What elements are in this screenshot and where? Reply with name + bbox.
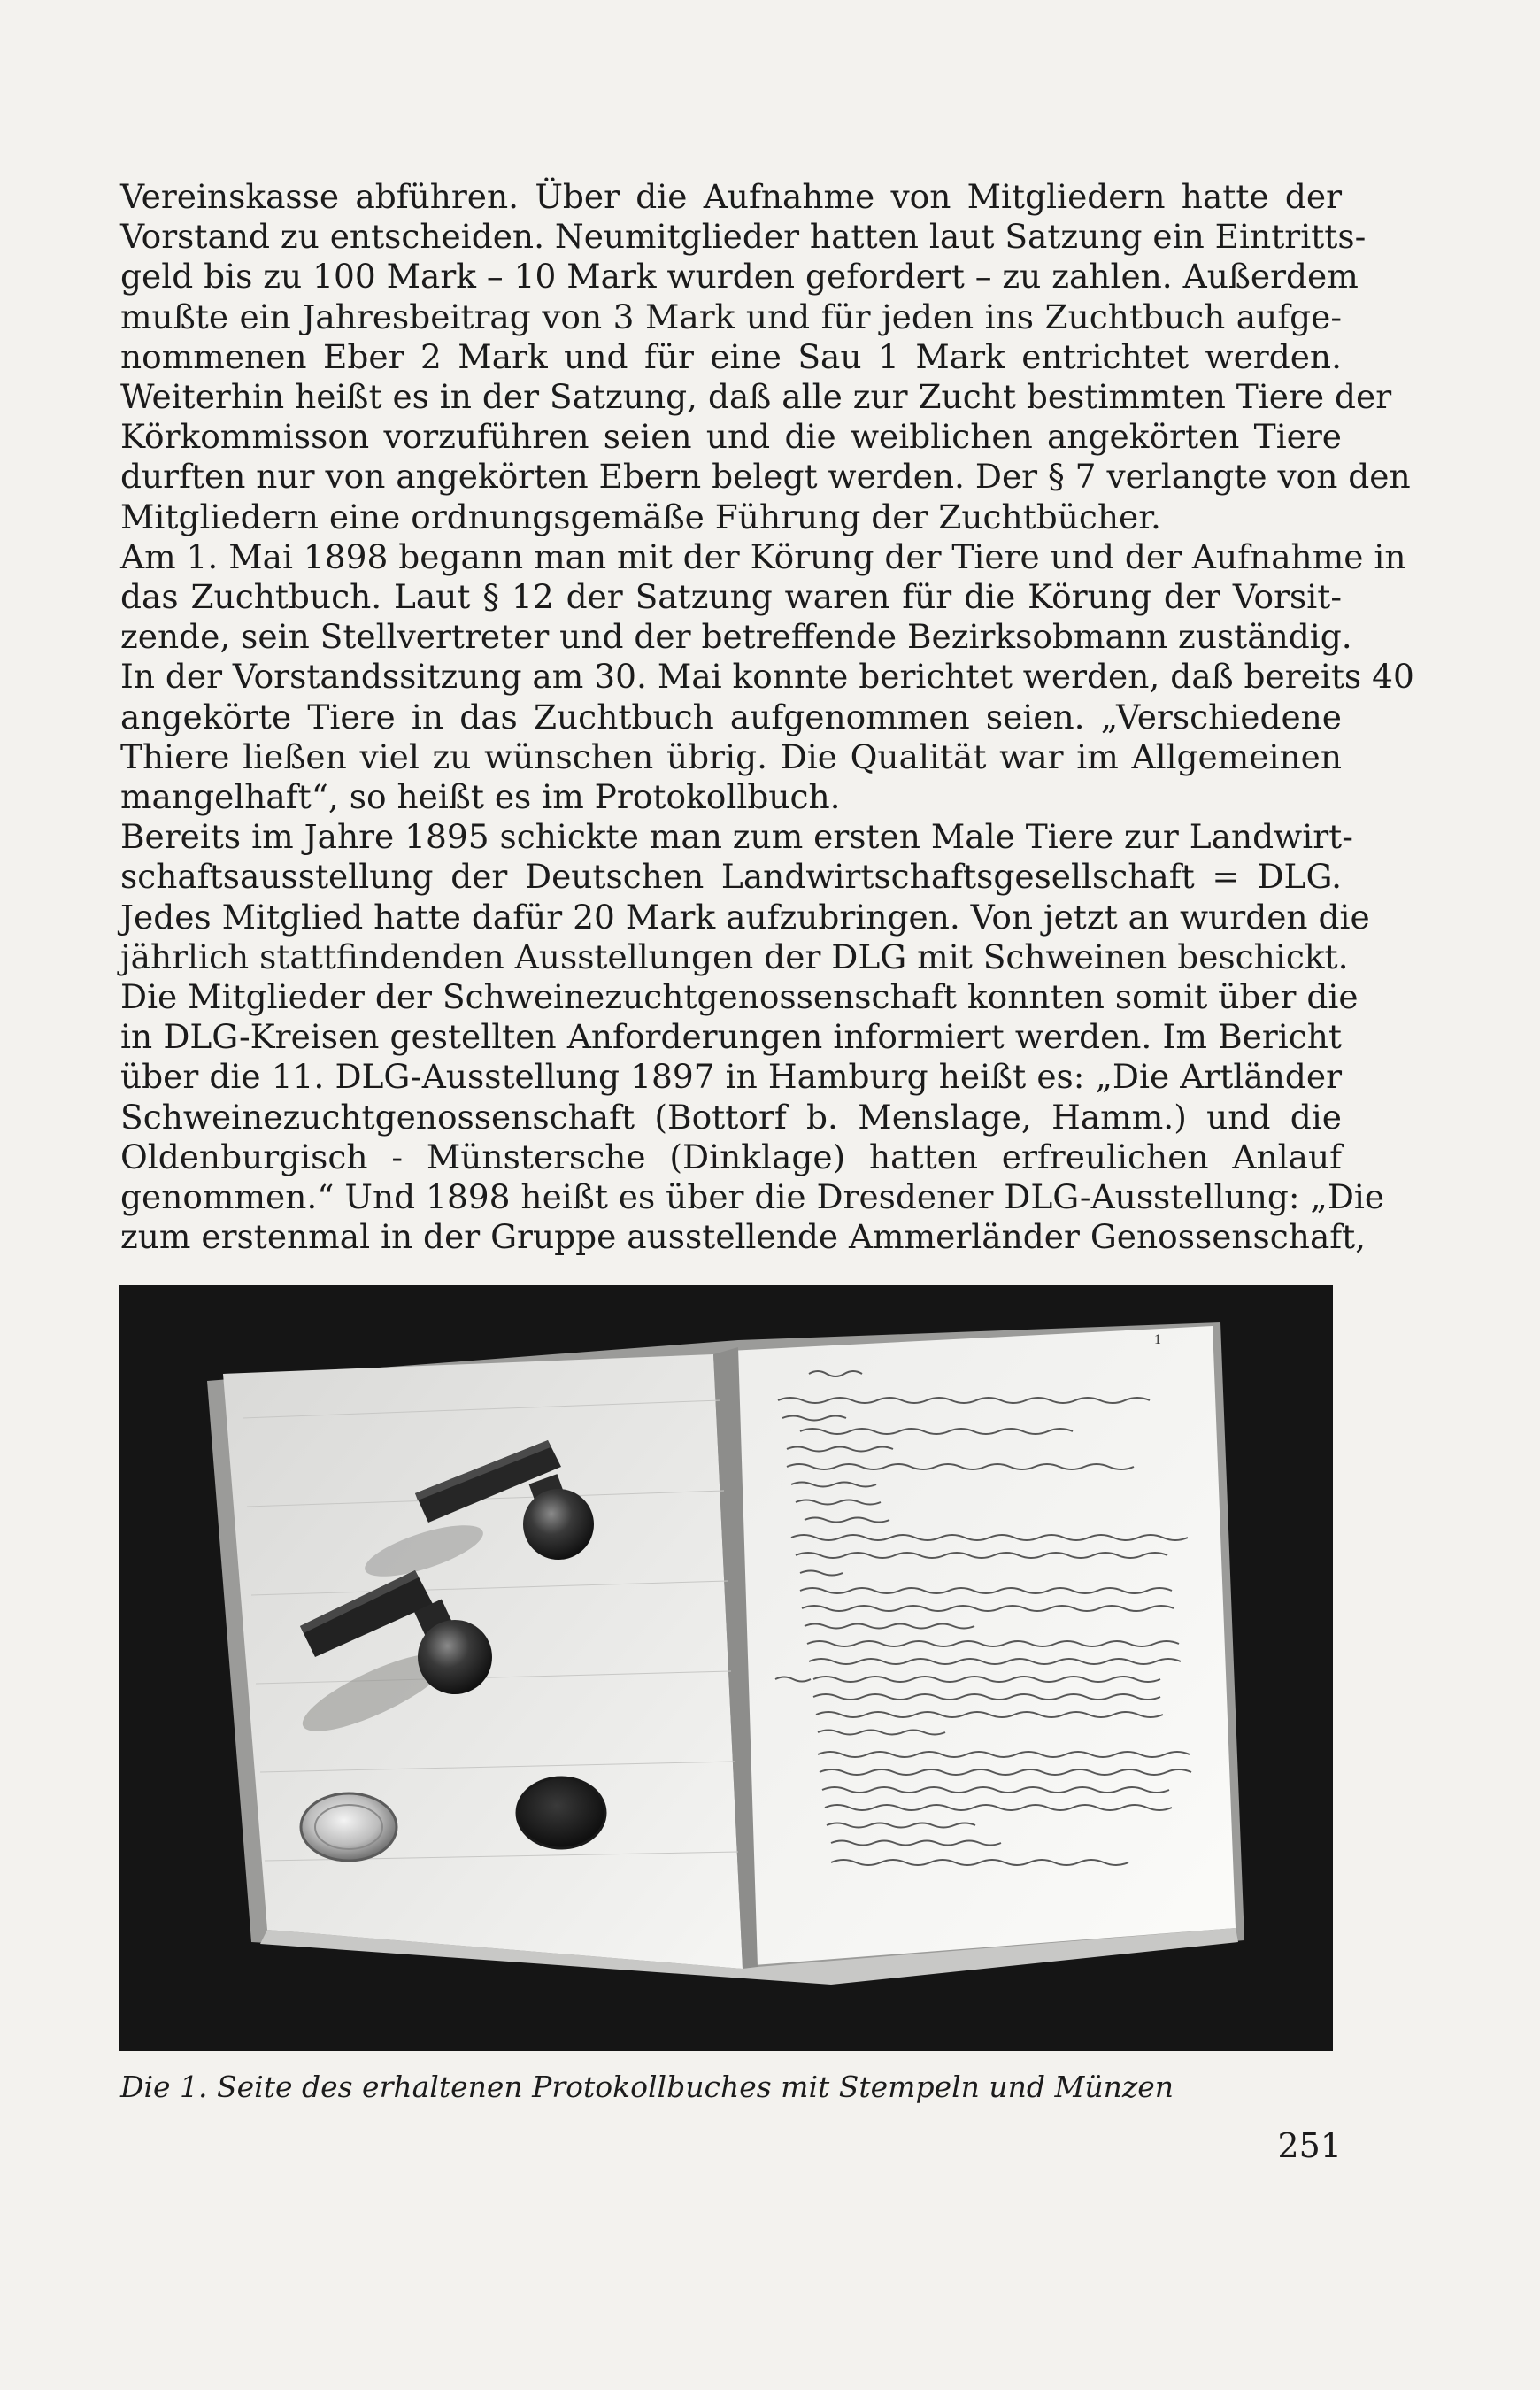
text-line: in DLG-Kreisen gestellten Anforderungen informiert werden. Im Bericht <box>120 1017 1342 1057</box>
protocol-book-photo <box>119 1285 1333 2051</box>
paragraph-2 <box>120 536 1414 817</box>
text-line: Jedes Mitglied hatte dafür 20 Mark aufzubringen. Von jetzt an wurden die <box>120 897 1370 937</box>
text-line: nommenen Eber 2 Mark und für eine Sau 1 Mark entrichtet werden. <box>120 336 1342 376</box>
text-line: mangelhaft“, so heißt es im Protokollbuch. <box>120 777 841 817</box>
text-line: geld bis zu 100 Mark – 10 Mark wurden gefordert – zu zahlen. Außerdem <box>120 257 1359 297</box>
text-line: zende, sein Stellvertreter und der betreffende Bezirksobmann zuständig. <box>120 617 1352 657</box>
text-line: das Zuchtbuch. Laut § 12 der Satzung waren für die Körung der Vorsit- <box>120 577 1342 617</box>
text-line: In der Vorstandssitzung am 30. Mai konnte berichtet werden, daß bereits 40 <box>120 657 1414 697</box>
page-number: 251 <box>1277 2126 1342 2165</box>
text-line: Vorstand zu entscheiden. Neumitglieder hatten laut Satzung ein Eintritts- <box>120 217 1367 257</box>
text-line: Oldenburgisch - Münstersche (Dinklage) hatten erfreulichen Anlauf <box>120 1137 1342 1176</box>
paragraph-1 <box>120 177 1411 537</box>
text-line: jährlich stattfindenden Ausstellungen der DLG mit Schweinen beschickt. <box>120 937 1349 976</box>
text-line: über die 11. DLG-Ausstellung 1897 in Hamburg heißt es: „Die Artländer <box>120 1057 1342 1097</box>
page-mark: 1 <box>1154 1332 1161 1347</box>
text-line: Schweinezuchtgenossenschaft (Bottorf b. Menslage, Hamm.) und die <box>120 1097 1342 1137</box>
body-text <box>120 177 1414 1257</box>
text-line: genommen.“ Und 1898 heißt es über die Dresdener DLG-Ausstellung: „Die <box>120 1177 1385 1217</box>
figure-caption: Die 1. Seite des erhaltenen Protokollbuches mit Stempeln und Münzen <box>120 2070 1174 2104</box>
text-line: durften nur von angekörten Ebern belegt werden. Der § 7 verlangte von den <box>120 457 1411 497</box>
text-line: mußte ein Jahresbeitrag von 3 Mark und für jeden ins Zuchtbuch aufge- <box>120 297 1342 336</box>
text-line: zum erstenmal in der Gruppe ausstellende Ammerländer Genossenschaft, <box>120 1217 1367 1257</box>
text-line: angekörte Tiere in das Zuchtbuch aufgenommen seien. „Verschiedene <box>120 697 1342 736</box>
text-line: Bereits im Jahre 1895 schickte man zum ersten Male Tiere zur Landwirt- <box>120 817 1353 857</box>
text-line: Mitgliedern eine ordnungsgemäße Führung der Zuchtbücher. <box>120 497 1161 536</box>
text-line: schaftsausstellung der Deutschen Landwirtschaftsgesellschaft = DLG. <box>120 857 1342 897</box>
text-line: Thiere ließen viel zu wünschen übrig. Die Qualität war im Allgemeinen <box>120 736 1342 776</box>
text-line: Am 1. Mai 1898 begann man mit der Körung der Tiere und der Aufnahme in <box>120 536 1406 576</box>
text-line: Die Mitglieder der Schweinezuchtgenossenschaft konnten somit über die <box>120 977 1359 1017</box>
text-line: Vereinskasse abführen. Über die Aufnahme von Mitgliedern hatte der <box>120 177 1342 216</box>
text-line: Weiterhin heißt es in der Satzung, daß alle zur Zucht bestimmten Tiere der <box>120 377 1392 417</box>
text-line: Körkommisson vorzuführen seien und die weiblichen angekörten Tiere <box>120 417 1342 457</box>
paragraph-3 <box>120 817 1385 1257</box>
